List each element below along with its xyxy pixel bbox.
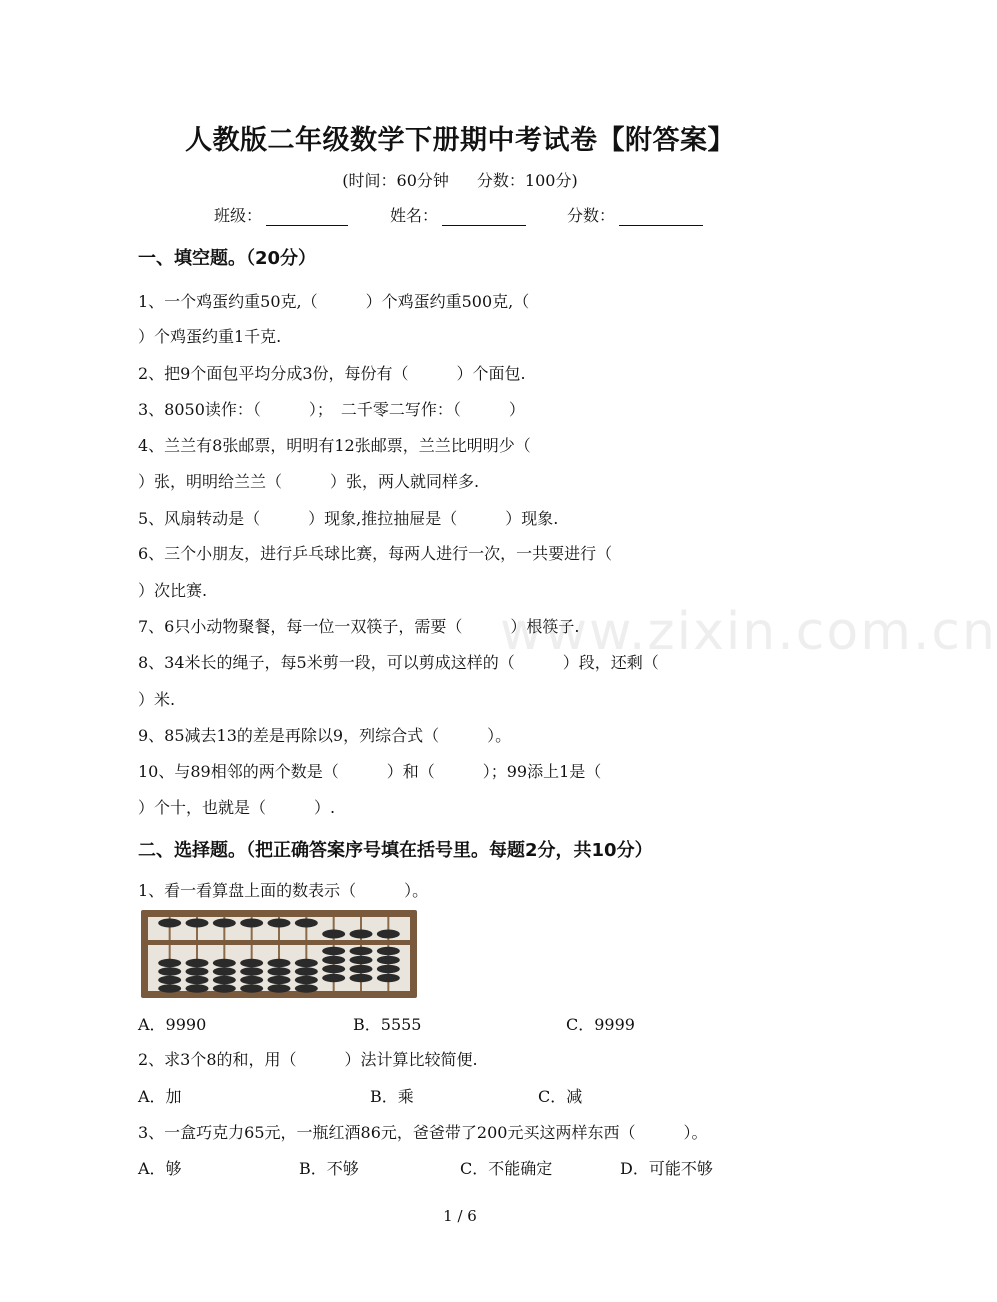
- abacus-bead: [213, 959, 236, 967]
- abacus-bead: [350, 965, 373, 973]
- abacus-bead: [295, 976, 318, 984]
- question-line: 8、34米长的绳子，每5米剪一段，可以剪成这样的（ ）段，还剩（: [138, 653, 659, 672]
- total-score: 分数：100分): [476, 171, 578, 190]
- abacus-bead: [322, 947, 345, 955]
- choice-question-2: 2、求3个8的和，用（ ）法计算比较简便.: [138, 1050, 478, 1069]
- abacus-bead: [213, 984, 236, 992]
- abacus-bead: [240, 984, 263, 992]
- abacus-bead: [186, 959, 209, 967]
- abacus-bead: [213, 919, 236, 928]
- abacus-bead: [268, 976, 291, 984]
- choice-question-3: 3、一盒巧克力65元，一瓶红酒86元，爸爸带了200元买这两样东西（ ）。: [138, 1123, 708, 1142]
- abacus-bead: [295, 984, 318, 992]
- abacus-bead: [377, 930, 400, 939]
- abacus-bead: [240, 959, 263, 967]
- abacus-bead: [186, 984, 209, 992]
- question-line: 5、风扇转动是（ ）现象,推拉抽屉是（ ）现象.: [138, 509, 559, 528]
- question-line: 2、把9个面包平均分成3份，每份有（ ）个面包.: [138, 364, 526, 383]
- option-a[interactable]: A．够: [138, 1159, 182, 1178]
- class-field: [214, 203, 348, 226]
- abacus-bead: [186, 967, 209, 975]
- question-line: ）次比赛.: [138, 581, 208, 600]
- section-1-heading: 一、填空题。（20分）: [138, 248, 317, 269]
- question-line: 9、85减去13的差是再除以9，列综合式（ ）。: [138, 726, 512, 745]
- section-2-heading: 二、选择题。（把正确答案序号填在括号里。每题2分，共10分）: [138, 840, 653, 861]
- abacus-bead: [322, 974, 345, 982]
- question-line: 10、与89相邻的两个数是（ ）和（ ）；99添上1是（: [138, 762, 602, 781]
- abacus-bead: [240, 967, 263, 975]
- abacus-bead: [295, 959, 318, 967]
- abacus-bead: [158, 959, 181, 967]
- abacus-bead: [377, 947, 400, 955]
- name-label: 姓名：: [390, 206, 439, 225]
- abacus-bead: [350, 930, 373, 939]
- abacus-bead: [377, 956, 400, 964]
- abacus-bead: [158, 984, 181, 992]
- class-label: 班级：: [214, 206, 263, 225]
- score-blank[interactable]: [619, 209, 703, 226]
- abacus-bead: [186, 976, 209, 984]
- abacus-bead: [350, 974, 373, 982]
- page-number: 1 / 6: [443, 1207, 477, 1225]
- question-line: 1、一个鸡蛋约重50克,（ ）个鸡蛋约重500克,（: [138, 292, 530, 311]
- class-blank[interactable]: [266, 209, 348, 226]
- name-field: [390, 203, 526, 226]
- abacus-bead: [268, 959, 291, 967]
- score-field: [567, 203, 703, 226]
- abacus-bead: [186, 919, 209, 928]
- abacus-bead: [295, 919, 318, 928]
- abacus-picture: [141, 910, 417, 998]
- abacus-bead: [240, 919, 263, 928]
- abacus-beam: [148, 940, 410, 945]
- abacus-bead: [158, 919, 181, 928]
- abacus-bead: [322, 930, 345, 939]
- question-line: 6、三个小朋友，进行乒乓球比赛，每两人进行一次，一共要进行（: [138, 544, 613, 563]
- abacus-bead: [268, 984, 291, 992]
- exam-meta: [0, 168, 920, 191]
- abacus-bead: [158, 967, 181, 975]
- option-c[interactable]: C．不能确定: [460, 1159, 553, 1178]
- abacus-bead: [350, 947, 373, 955]
- abacus-bead: [377, 965, 400, 973]
- option-d[interactable]: D．可能不够: [620, 1159, 713, 1178]
- option-c[interactable]: C．减: [538, 1087, 583, 1106]
- question-line: 7、6只小动物聚餐，每一位一双筷子，需要（ ）根筷子.: [138, 617, 580, 636]
- abacus-bead: [322, 965, 345, 973]
- page-title: 人教版二年级数学下册期中考试卷【附答案】: [185, 125, 735, 156]
- abacus-bead: [240, 976, 263, 984]
- abacus-bead: [268, 919, 291, 928]
- question-line: ）个鸡蛋约重1千克.: [138, 327, 282, 346]
- question-line: 3、8050读作：（ ）； 二千零二写作：（ ）: [138, 400, 525, 419]
- option-c[interactable]: C．9999: [566, 1015, 635, 1034]
- abacus-bead: [322, 956, 345, 964]
- time-limit: (时间：60分钟: [342, 171, 449, 190]
- question-line: ）个十，也就是（ ）.: [138, 798, 336, 817]
- option-a[interactable]: A．加: [138, 1087, 182, 1106]
- choice-question-1: 1、看一看算盘上面的数表示（ ）。: [138, 881, 429, 900]
- question-line: 4、兰兰有8张邮票，明明有12张邮票，兰兰比明明少（: [138, 436, 531, 455]
- abacus-bead: [213, 976, 236, 984]
- score-label: 分数：: [567, 206, 616, 225]
- watermark: www.zixin.com.cn: [500, 602, 997, 662]
- abacus-bead: [350, 956, 373, 964]
- abacus-bead: [213, 967, 236, 975]
- abacus-bead: [295, 967, 318, 975]
- option-a[interactable]: A．9990: [138, 1015, 207, 1034]
- abacus-bead: [268, 967, 291, 975]
- question-line: ）米.: [138, 690, 176, 709]
- abacus-bead: [158, 976, 181, 984]
- name-blank[interactable]: [442, 209, 526, 226]
- question-line: ）张，明明给兰兰（ ）张，两人就同样多.: [138, 472, 480, 491]
- option-b[interactable]: B．乘: [370, 1087, 414, 1106]
- abacus-bead: [377, 974, 400, 982]
- option-b[interactable]: B．5555: [353, 1015, 422, 1034]
- option-b[interactable]: B．不够: [299, 1159, 359, 1178]
